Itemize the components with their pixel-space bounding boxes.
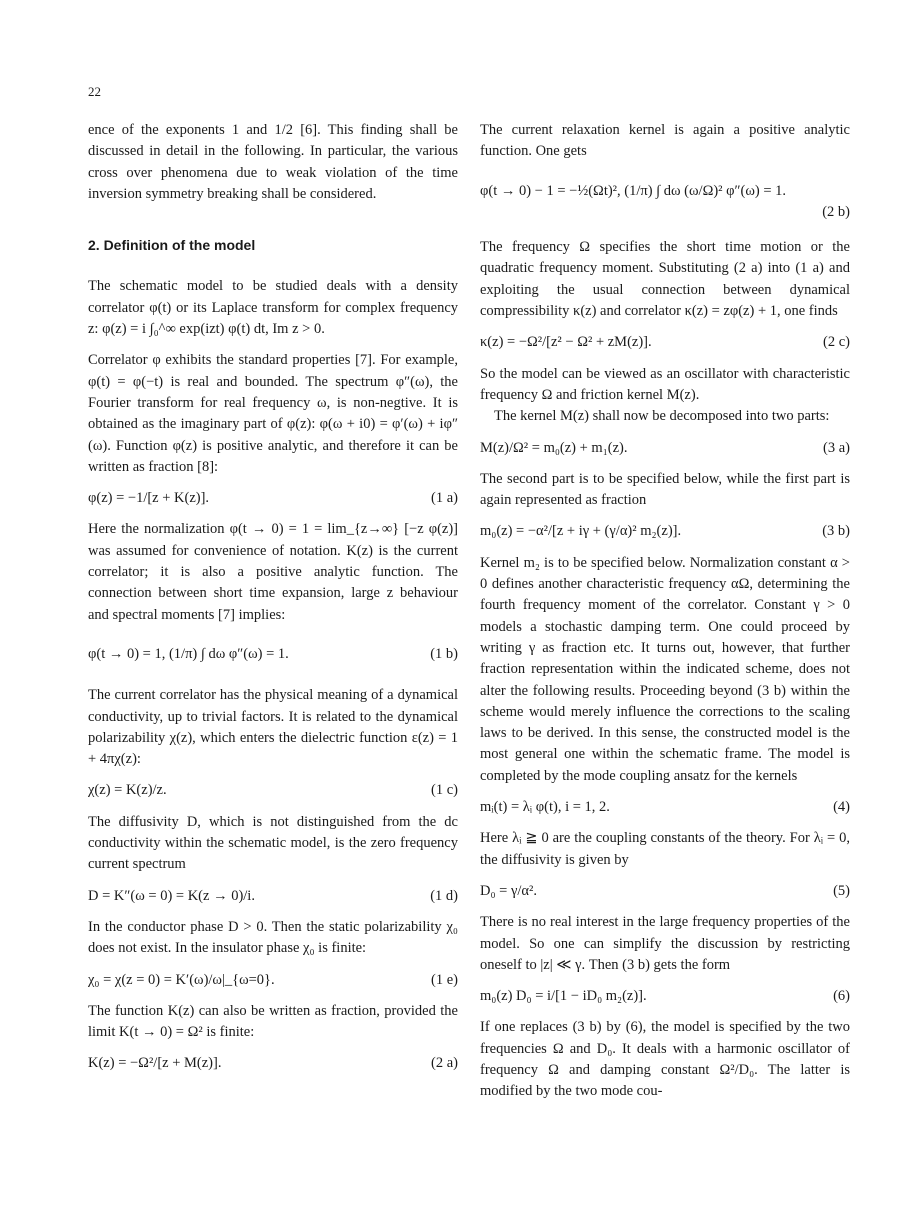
paragraph: The current relaxation kernel is again a positive analytic function. One gets — [480, 122, 850, 160]
right-column — [480, 120, 850, 1103]
equation: φ(z) = −1/[z + K(z)]. (1 a) — [88, 490, 458, 507]
equation: κ(z) = −Ω²/[z² − Ω² + zM(z)]. (2 c) — [480, 334, 850, 351]
equation: m₀(z) = −α²/[z + iγ + (γ/α)² m₂(z)]. (3 b) — [480, 523, 850, 540]
equation: K(z) = −Ω²/[z + M(z)]. (2 a) — [88, 1055, 458, 1072]
paragraph: In the conductor phase D > 0. Then the static polarizability χ₀ does not exist. In the insulator phase χ₀ is finite: — [88, 918, 458, 957]
paragraph: The schematic model to be studied deals with a density correlator φ(t) or its Laplace transform for complex frequency z: φ(z) = i ∫₀^∞ exp(izt) φ(t) dt, Im z > 0. — [88, 278, 458, 338]
equation: M(z)/Ω² = m₀(z) + m₁(z). (3 a) — [480, 439, 850, 456]
paragraph: Here λᵢ ≧ 0 are the coupling constants of the theory. For λᵢ = 0, the diffusivity is given by — [480, 830, 850, 868]
paragraph: The frequency Ω specifies the short time motion or the quadratic frequency moment. Substituting (2 a) into (1 a) and exploiting the usual connection between dynamical compressibility κ(z) and correlator κ(z) = zφ(z) + 1, one finds — [480, 239, 850, 320]
paragraph: ence of the exponents 1 and 1/2 [6]. This finding shall be discussed in detail in the following. In particular, the various cross over phenomena due to weak violation of the time inversion symmetry breaking shall be considered. — [88, 122, 458, 202]
paragraph: There is no real interest in the large frequency properties of the model. So one can simplify the discussion by restricting oneself to |z| ≪ γ. Then (3 b) gets the form — [480, 914, 850, 973]
left-column — [88, 120, 458, 1075]
paragraph: Correlator φ exhibits the standard properties [7]. For example, φ(t) = φ(−t) is real and bounded. The spectrum φ″(ω), the Fourier transform for real frequency ω, is non-negtive. It is obtained as the imaginary part of φ(z): φ(ω + i0) = φ′(ω) + iφ″(ω). Function φ(z) is positive analytic, and therefore it can be written as fraction [8]: — [88, 352, 458, 475]
paragraph: The diffusivity D, which is not distinguished from the dc conductivity within the schematic model, is the zero frequency current spectrum — [88, 813, 458, 873]
equation: m₀(z) D₀ = i/[1 − iD₀ m₂(z)]. (6) — [480, 988, 850, 1005]
equation: mᵢ(t) = λᵢ φ(t), i = 1, 2. (4) — [480, 799, 850, 816]
equation-number: (2 b) — [822, 203, 850, 220]
paragraph: So the model can be viewed as an oscillator with characteristic frequency Ω and friction kernel M(z). — [480, 365, 850, 403]
paragraph: Here the normalization φ(t → 0) = 1 = lim_{z→∞} [−z φ(z)] was assumed for convenience of notation. K(z) is the current correlator; it is also a positive analytic function. The connection between short time expansion, large z behaviour and spectral moments [7] implies: — [88, 521, 458, 623]
paragraph: If one replaces (3 b) by (6), the model is specified by the two frequencies Ω and D₀. It deals with a harmonic oscillator of frequency Ω and damping constant Ω²/D₀. The latter is modified by the two mode cou- — [480, 1019, 850, 1100]
equation: φ(t → 0) = 1, (1/π) ∫ dω φ″(ω) = 1. (1 b) — [88, 645, 458, 662]
equation: D = K″(ω = 0) = K(z → 0)/i. (1 d) — [88, 887, 458, 904]
paragraph: The second part is to be specified below, while the first part is again represented as fraction — [480, 470, 850, 509]
equation: φ(t → 0) − 1 = −½(Ωt)², (1/π) ∫ dω (ω/Ω)² φ″(ω) = 1. — [480, 182, 787, 199]
section-heading: 2. Definition of the model — [88, 237, 256, 254]
paragraph: Kernel m₂ is to be specified below. Normalization constant α > 0 defines another characteristic frequency αΩ, determining the fourth frequency moment of the correlator. Constant γ > 0 models a stochastic damping term. One could proceed by writing γ as fraction etc. It turns out, however, that further fraction representation within the indicated scheme, does not alter the following results. Proceeding beyond (3 b) within the scheme would merely influence the corrections to the scaling laws to be derived. In this sense, the constructed model is the most general one within the schematic frame. The model is completed by the mode coupling ansatz for the kernels — [480, 554, 850, 784]
equation: χ(z) = K(z)/z. (1 c) — [88, 782, 458, 799]
equation: χ₀ = χ(z = 0) = K′(ω)/ω|_{ω=0}. (1 e) — [88, 971, 458, 988]
page-number: 22 — [88, 84, 101, 99]
paragraph: The current correlator has the physical meaning of a dynamical conductivity, up to trivial factors. It is related to the dynamical polarizability χ(z), which enters the dielectric function ε(z) = 1 + 4πχ(z): — [88, 687, 458, 768]
equation: D₀ = γ/α². (5) — [480, 882, 850, 899]
paragraph: The function K(z) can also be written as fraction, provided the limit K(t → 0) = Ω² is finite: — [88, 1002, 458, 1041]
paragraph: The kernel M(z) shall now be decomposed into two parts: — [494, 408, 830, 425]
